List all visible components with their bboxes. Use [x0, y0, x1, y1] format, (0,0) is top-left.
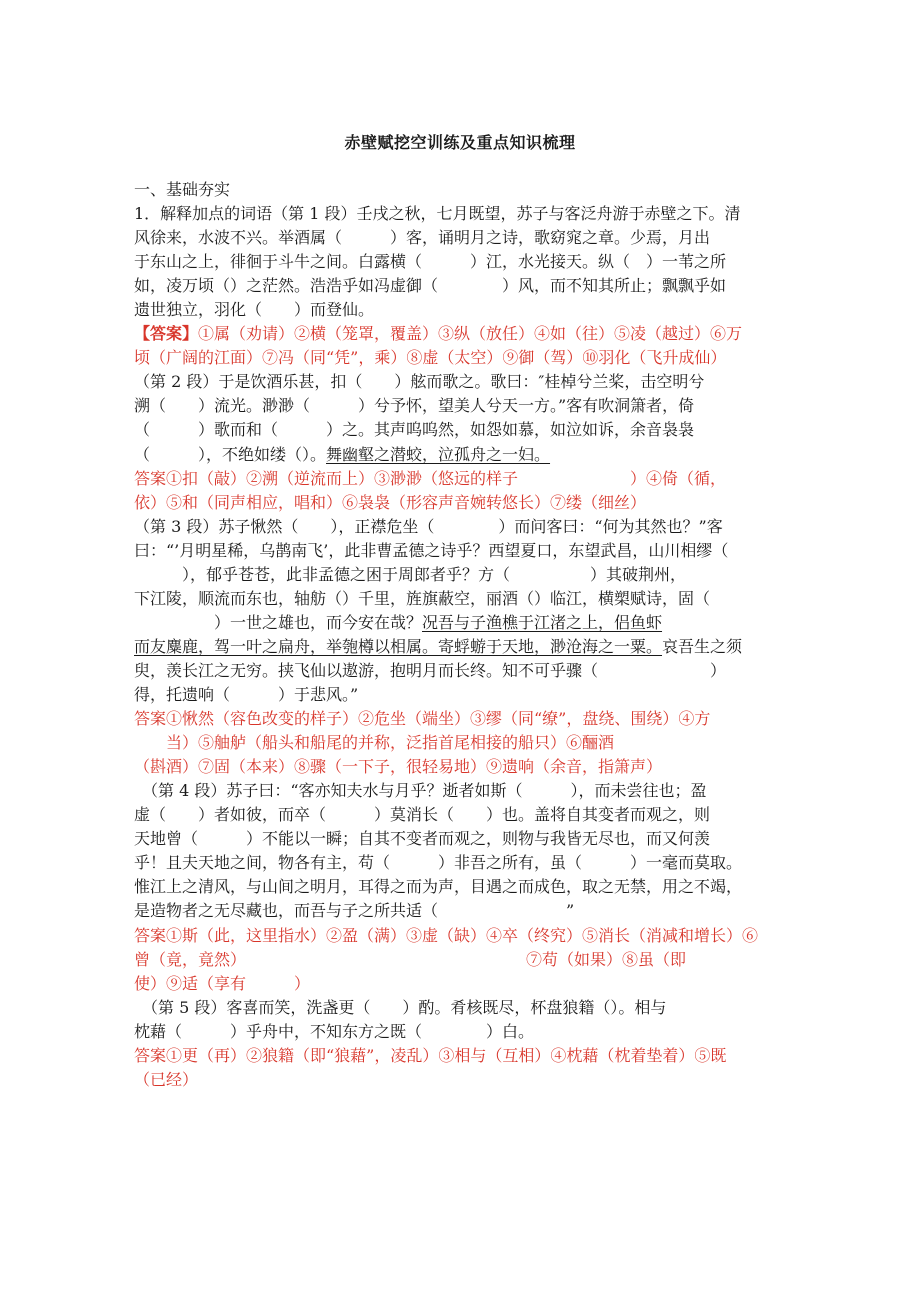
answer-line	[134, 346, 794, 369]
line-text: 依）⑤和（同声相应，唱和）⑥袅袅（形容声音婉转悠长）⑦缕（细丝）	[134, 492, 647, 512]
line-text: ）一世之雄也，而今安在哉？	[134, 612, 423, 632]
answer-line	[134, 467, 794, 490]
section-heading: 一、基础夯实	[134, 180, 231, 199]
text-line	[134, 443, 794, 466]
line-text: 曾（竟，竟然） ⑦苟（如果）⑧虽（即	[134, 949, 687, 969]
line-text: 遗世独立，羽化（ ）而登仙。	[134, 300, 375, 320]
line-text: （第 3 段）苏子愀然（ ），正襟危坐（ ）而问客曰：“何为其然也？”客	[134, 516, 723, 536]
line-text: 天地曾（ ）不能以一瞬；自其不变者而观之，则物与我皆无尽也，而又何羡	[134, 829, 711, 849]
line-text: 于东山之上，徘徊于斗牛之间。白露横（ ）江，水光接天。纵（ ）一苇之所	[134, 252, 727, 272]
line-text: 1．解释加点的词语（第 1 段）壬戌之秋，七月既望，苏子与客泛舟游于赤壁之下。清	[134, 204, 741, 223]
text-line	[134, 418, 794, 441]
line-text: （第 2 段）于是饮酒乐甚，扣（ ）舷而歌之。歌曰：″桂棹兮兰桨，击空明兮	[134, 372, 705, 392]
line-text: （斟酒）⑦固（本来）⑧骤（一下子，很轻易地）⑨遗响（余音，指箫声）	[134, 757, 663, 777]
line-text: 枕藉（ ）乎舟中，不知东方之既（ ）白。	[134, 1021, 535, 1041]
line-text: （ ），不绝如缕（）。	[134, 444, 327, 464]
text-line	[134, 875, 794, 898]
text-line	[134, 250, 794, 273]
text-line	[134, 899, 794, 922]
line-text: 是造物者之无尽藏也，而吾与子之所共适（ ”	[134, 901, 575, 921]
line-text: 虚（ ）者如彼，而卒（ ）莫消长（ ）也。盖将自其变者而观之，则	[134, 805, 711, 825]
line-text: 乎！且夫天地之间，物各有主，苟（ ）非吾之所有，虽（ ）一毫而莫取。	[134, 853, 743, 873]
text-line	[134, 515, 794, 538]
text-line	[134, 370, 794, 393]
line-text: 答案①更（再）②狼籍（即“狼藉”，凌乱）③相与（互相）④枕藉（枕着垫着）⑤既	[134, 1045, 727, 1065]
text-line	[134, 202, 794, 225]
answer-line	[134, 491, 794, 514]
line-text: 惟江上之清风，与山间之明月，耳得之而为声，目遇之而成色，取之无禁，用之不竭，	[134, 877, 743, 897]
answer-line	[134, 1044, 794, 1067]
underlined-text: 舞幽壑之潜蛟，泣孤舟之一妇。	[326, 444, 551, 464]
line-text: 当）⑤舳舻（船头和船尾的并称，泛指首尾相接的船只）⑥酾酒	[134, 733, 615, 753]
line-text: 风徐来，水波不兴。举酒属（ ）客，诵明月之诗，歌窈窕之章。少焉，月出	[134, 228, 711, 248]
line-text: 溯（ ）流光。渺渺（ ）兮予怀，望美人兮天一方。”客有吹洞箫者，倚	[134, 396, 695, 416]
text-line	[134, 827, 794, 850]
text-line	[134, 274, 794, 297]
line-text: （第 5 段）客喜而笑，洗盏更（ ）酌。肴核既尽，杯盘狼籍（）。相与	[134, 997, 667, 1017]
answer-line	[134, 707, 794, 730]
answer-line	[134, 731, 794, 754]
line-text: （ ）歌而和（ ）之。其声呜呜然，如怨如慕，如泣如诉，余音袅袅	[134, 420, 695, 440]
answer-line	[134, 755, 794, 778]
document-title: 赤壁赋挖空训练及重点知识梳理	[344, 133, 576, 152]
text-line	[134, 659, 794, 682]
text-line	[134, 226, 794, 249]
text-line	[134, 779, 794, 802]
text-line	[134, 563, 794, 586]
underlined-text: 而友麋鹿，驾一叶之扁舟，举匏樽以相属。寄蜉蝣于天地，渺沧海之一粟。	[134, 636, 663, 656]
text-line	[134, 683, 794, 706]
answer-line	[134, 948, 794, 971]
line-text: 如，凌万顷（）之茫然。浩浩乎如冯虚御（ ）风，而不知其所止；飘飘乎如	[134, 276, 727, 296]
text-line	[134, 996, 794, 1019]
line-text: 得，托遗响（ ）于悲风。”	[134, 685, 359, 704]
line-text: 曰：“’月明星稀，乌鹊南飞’，此非曹孟德之诗乎？西望夏口，东望武昌，山川相缪（	[134, 540, 729, 560]
answer-label: 【答案】	[134, 324, 199, 344]
line-text: 哀吾生之须	[662, 636, 743, 656]
line-text: 臾，羡长江之无穷。挟飞仙以遨游，抱明月而长终。知不可乎骤（ ）	[134, 660, 727, 680]
text-line	[134, 298, 794, 321]
line-text: （第 4 段）苏子曰：“客亦知夫水与月乎？逝者如斯（ ），而未尝往也；盈	[134, 781, 707, 801]
text-line	[134, 611, 794, 634]
text-line	[134, 394, 794, 417]
line-text: 顷（广阔的江面）⑦冯（同“凭”，乘）⑧虚（太空）⑨御（驾）⑩羽化（飞升成仙）	[134, 348, 727, 368]
underlined-text: 况吾与子渔樵于江渚之上，侣鱼虾	[422, 612, 663, 632]
text-line	[134, 803, 794, 826]
answer-line	[134, 972, 794, 995]
answer-line	[134, 924, 794, 947]
text-line	[134, 539, 794, 562]
line-text: ），郁乎苍苍，此非孟德之困于周郎者乎？方（ ）其破荆州，	[134, 564, 687, 584]
line-text: 答案①愀然（容色改变的样子）②危坐（端坐）③缪（同“缭”，盘绕、围绕）④方	[134, 709, 711, 729]
text-line	[134, 635, 794, 658]
text-line	[134, 851, 794, 874]
line-text: 使）⑨适（享有 ）	[134, 973, 311, 993]
line-text: （已经）	[134, 1069, 199, 1089]
answer-line	[134, 1068, 794, 1091]
line-text: 答案①扣（敲）②溯（逆流而上）③渺渺（悠远的样子 ）④倚（循，	[134, 468, 727, 488]
text-line	[134, 587, 794, 610]
line-text: 答案①斯（此，这里指水）②盈（满）③虚（缺）④卒（终究）⑤消长（消减和增长）⑥	[134, 925, 759, 945]
answer-line	[134, 322, 794, 345]
line-text: ①属（劝请）②横（笼罩，覆盖）③纵（放任）④如（往）⑤凌（越过）⑥万	[198, 324, 743, 344]
line-text: 下江陵，顺流而东也，轴舫（）千里，旌旗蔽空，丽酒（）临江，横槊赋诗，固（	[134, 588, 711, 608]
text-line	[134, 1020, 794, 1043]
